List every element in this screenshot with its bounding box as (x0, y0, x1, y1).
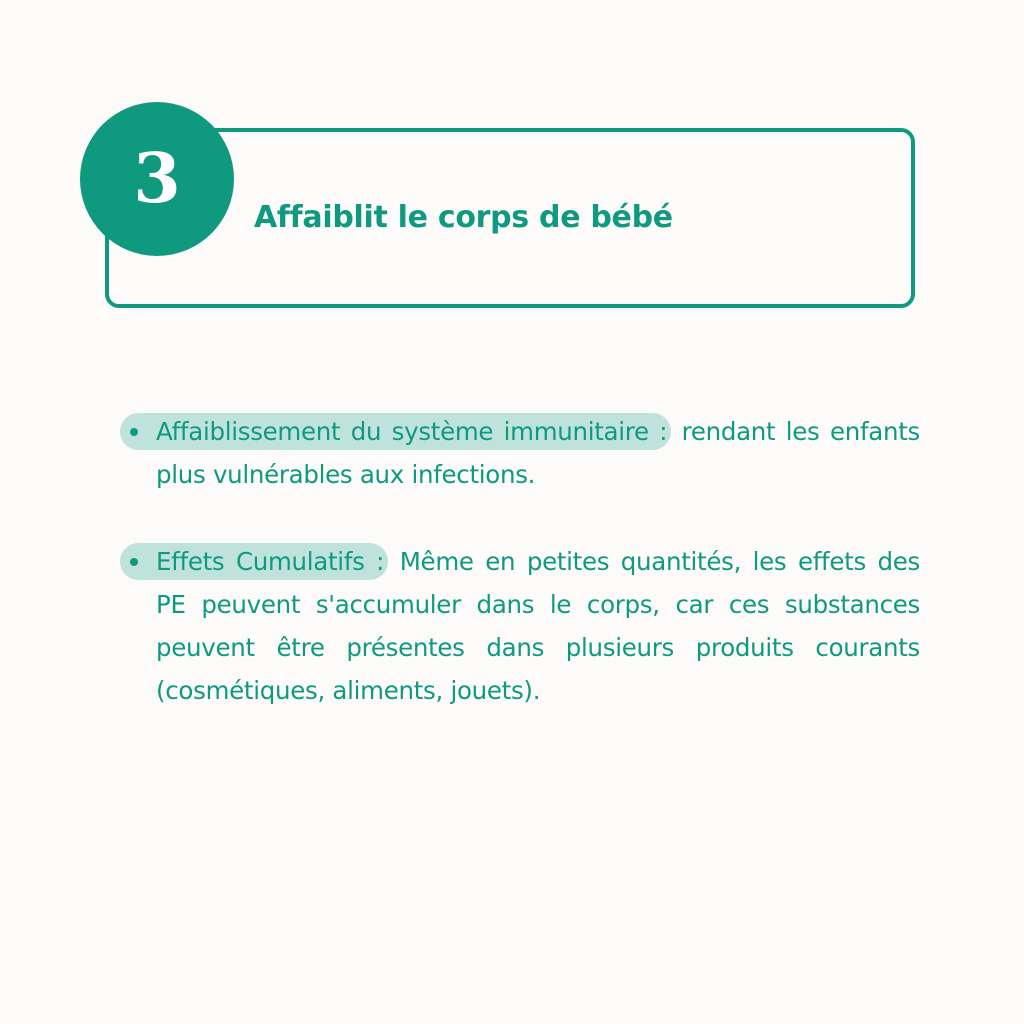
number-badge: 3 (80, 102, 234, 256)
bullet-dot-icon (130, 428, 138, 436)
bullet-list (120, 410, 920, 712)
bullet-item-cumulative (120, 540, 920, 712)
bullet-dot-icon (130, 558, 138, 566)
section-title: Affaiblit le corps de bébé (254, 200, 673, 235)
bullet-text: Même en petites quantités, les effets des PE peuvent s'accumuler dans le corps, car ces substances peuvent être présentes dans plusieurs produits courants (cosmétiques, aliments, jouets). (156, 547, 920, 705)
bullet-highlight: Effets Cumulatifs : (120, 543, 388, 580)
bullet-text: rendant les enfants plus vulnérables aux infections. (156, 417, 920, 489)
bullet-item-immune (120, 410, 920, 496)
bullet-highlight: Affaiblissement du système immunitaire : (120, 413, 671, 450)
